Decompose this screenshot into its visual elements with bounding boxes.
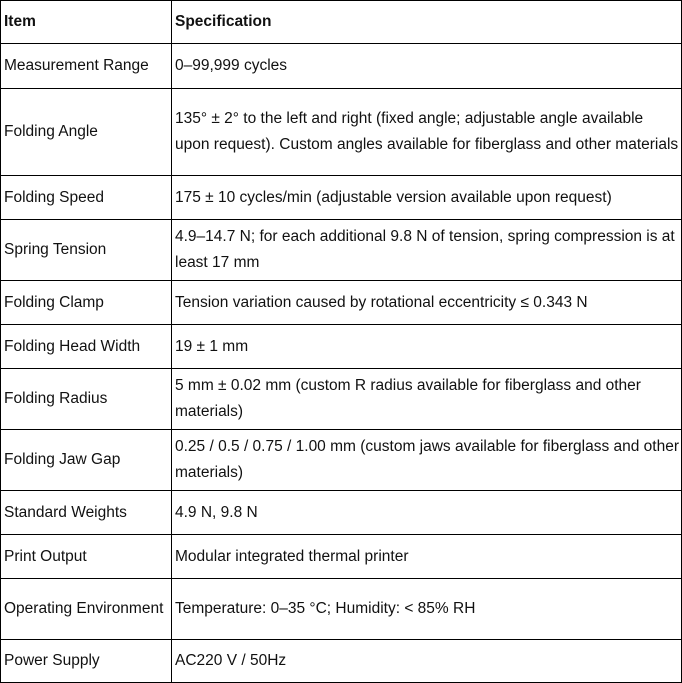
row-spec-cell: 4.9–14.7 N; for each additional 9.8 N of tension, spring compression is at least 17 mm: [172, 220, 682, 281]
row-spec-cell: 135° ± 2° to the left and right (fixed angle; adjustable angle available upon request). Custom angles available for fiberglass and other materials: [172, 89, 682, 176]
row-spec-cell: 0–99,999 cycles: [172, 44, 682, 89]
row-item-cell: Print Output: [1, 535, 172, 579]
row-item-cell: Standard Weights: [1, 491, 172, 535]
row-item-cell: Folding Clamp: [1, 281, 172, 325]
table-row: [1, 369, 682, 430]
row-spec-cell: AC220 V / 50Hz: [172, 640, 682, 683]
row-spec-cell: Temperature: 0–35 °C; Humidity: < 85% RH: [172, 579, 682, 640]
row-item-cell: Folding Jaw Gap: [1, 430, 172, 491]
row-item-cell: Spring Tension: [1, 220, 172, 281]
row-spec-cell: 0.25 / 0.5 / 0.75 / 1.00 mm (custom jaws available for fiberglass and other materials): [172, 430, 682, 491]
row-item-cell: Folding Angle: [1, 89, 172, 176]
row-item-cell: Operating Environment: [1, 579, 172, 640]
table-row: [1, 325, 682, 369]
row-spec-cell: 19 ± 1 mm: [172, 325, 682, 369]
table-header-row: [1, 1, 682, 44]
row-spec-cell: 4.9 N, 9.8 N: [172, 491, 682, 535]
table-row: [1, 281, 682, 325]
table-row: [1, 579, 682, 640]
table-row: [1, 491, 682, 535]
row-spec-cell: Tension variation caused by rotational eccentricity ≤ 0.343 N: [172, 281, 682, 325]
table-row: [1, 89, 682, 176]
column-header-specification: Specification: [172, 1, 682, 44]
row-spec-cell: Modular integrated thermal printer: [172, 535, 682, 579]
column-header-item: Item: [1, 1, 172, 44]
row-spec-cell: 175 ± 10 cycles/min (adjustable version available upon request): [172, 176, 682, 220]
row-item-cell: Folding Head Width: [1, 325, 172, 369]
table-row: [1, 430, 682, 491]
row-item-cell: Folding Speed: [1, 176, 172, 220]
row-item-cell: Folding Radius: [1, 369, 172, 430]
row-spec-cell: 5 mm ± 0.02 mm (custom R radius available for fiberglass and other materials): [172, 369, 682, 430]
table-row: [1, 535, 682, 579]
row-item-cell: Power Supply: [1, 640, 172, 683]
table-row: [1, 44, 682, 89]
table-row: [1, 640, 682, 683]
table-row: [1, 220, 682, 281]
table-row: [1, 176, 682, 220]
row-item-cell: Measurement Range: [1, 44, 172, 89]
